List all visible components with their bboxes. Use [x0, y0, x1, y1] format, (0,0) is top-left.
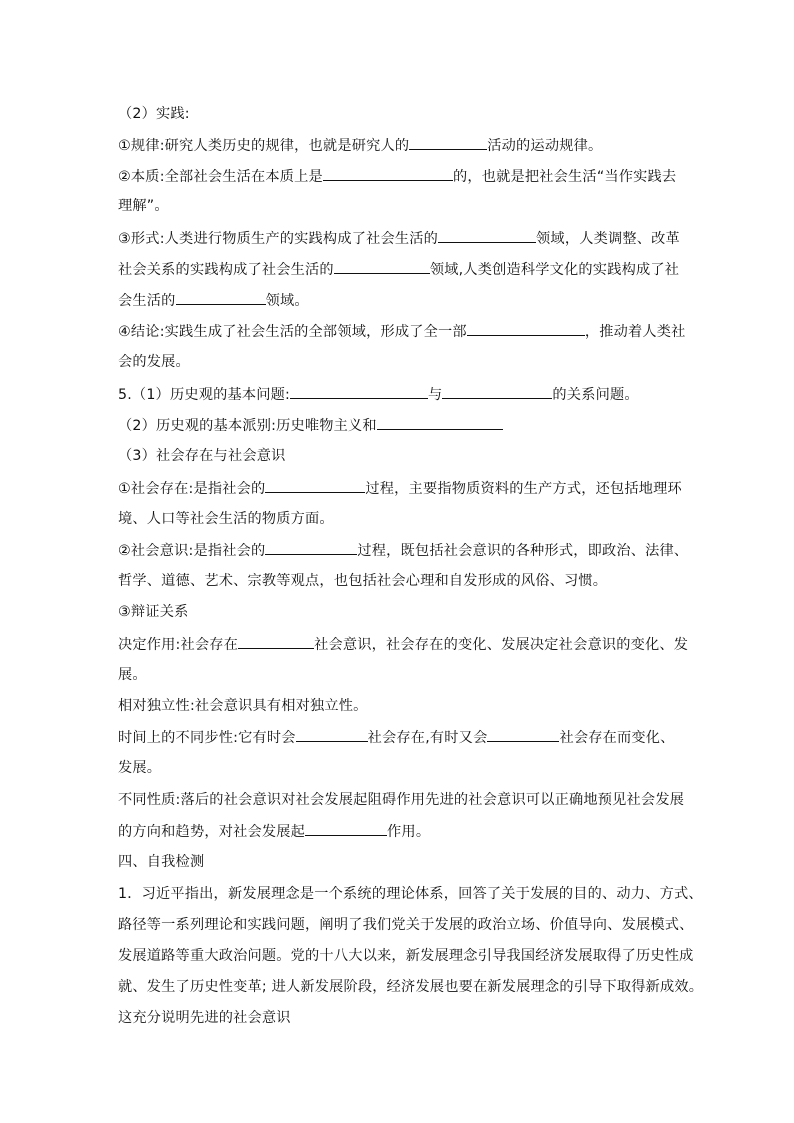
text: 就、发生了历史性变革; 进人新发展阶段，经济发展也要在新发展理念的引导下取得新成效。: [118, 979, 704, 995]
text: 过程，既包括社会意识的各种形式，即政治、法律、: [357, 543, 689, 559]
text: ④结论:实践生成了社会生活的全部领域，形成了全一部: [118, 324, 467, 340]
text: （2）历史观的基本派别:历史唯物主义和: [118, 418, 377, 434]
text: 社会关系的实践构成了社会生活的: [118, 262, 334, 278]
practice-conclusion-line-cont: [118, 352, 190, 372]
question-1-line-2: [118, 915, 694, 935]
text: ①规律:研究人类历史的规律，也就是研究人的: [118, 138, 410, 154]
dialectical-relation-heading: [118, 602, 188, 622]
text: 的关系问题。: [552, 387, 639, 403]
social-consciousness-line: [118, 540, 688, 561]
text: 四、自我检测: [118, 854, 205, 870]
text: 领域。: [265, 293, 309, 309]
practice-law-line: [118, 135, 602, 156]
question-1-line-3: [118, 946, 694, 966]
text: 1．习近平指出，新发展理念是一个系统的理论体系，回答了关于发展的目的、动力、方式、: [118, 886, 703, 902]
text: 时间上的不同步性:它有时会: [118, 730, 296, 746]
item5-basic-question: [118, 384, 639, 405]
question-1-line-1: [118, 884, 703, 904]
text: 5.（1）历史观的基本问题:: [118, 387, 291, 403]
decisive-role-line: [118, 634, 688, 655]
fill-blank[interactable]: [438, 228, 536, 243]
text: 社会存在,有时又会: [367, 730, 488, 746]
text: 这充分说明先进的社会意识: [118, 1010, 291, 1026]
fill-blank[interactable]: [487, 727, 559, 742]
text: ①社会存在:是指社会的: [118, 481, 266, 497]
text: 会的发展。: [118, 354, 190, 370]
text: 路径等一系列理论和实践问题，阐明了我们党关于发展的政治立场、价值导向、发展模式、: [118, 917, 694, 933]
question-1-line-5: [118, 1008, 291, 1028]
decisive-role-line-cont: [118, 665, 147, 685]
fill-blank[interactable]: [176, 290, 266, 305]
fill-blank[interactable]: [290, 384, 428, 399]
text: 会生活的: [118, 293, 176, 309]
text: 哲学、道德、艺术、宗教等观点，也包括社会心理和自发形成的风俗、习惯。: [118, 573, 608, 589]
item5-existence-consciousness-heading: [118, 446, 286, 466]
text: 不同性质:落后的社会意识对社会发展起阻碍作用先进的社会意识可以正确地预见社会发展: [118, 792, 685, 808]
fill-blank[interactable]: [377, 415, 503, 430]
fill-blank[interactable]: [323, 166, 453, 181]
fill-blank[interactable]: [467, 321, 585, 336]
text: 与: [428, 387, 443, 403]
text: 的，也就是把社会生活“当作实践去: [452, 169, 677, 185]
fill-blank[interactable]: [265, 478, 365, 493]
practice-essence-line-cont: [118, 196, 169, 216]
practice-essence-line: [118, 166, 676, 187]
time-asynchrony-line-cont: [118, 758, 161, 778]
fill-blank[interactable]: [305, 821, 387, 836]
relative-independence-line: [118, 696, 368, 716]
fill-blank[interactable]: [238, 634, 314, 649]
fill-blank[interactable]: [409, 135, 487, 150]
text: 社会意识，社会存在的变化、发展决定社会意识的变化、发: [314, 637, 689, 653]
text: 领域，人类调整、改革: [536, 231, 680, 247]
text: 相对独立性:社会意识具有相对独立性。: [118, 698, 368, 714]
fill-blank[interactable]: [296, 727, 368, 742]
text: 决定作用:社会存在: [118, 637, 239, 653]
text: 理解”。: [118, 198, 169, 214]
item5-basic-schools: [118, 415, 503, 436]
practice-conclusion-line: [118, 321, 686, 342]
social-existence-line-cont: [118, 509, 334, 529]
text: ②社会意识:是指社会的: [118, 543, 266, 559]
text: ③形式:人类进行物质生产的实践构成了社会生活的: [118, 231, 439, 247]
section-practice-heading: [118, 104, 190, 124]
question-1-line-4: [118, 977, 703, 997]
social-existence-line: [118, 478, 682, 499]
text: 境、人口等社会生活的物质方面。: [118, 511, 334, 527]
fill-blank[interactable]: [442, 384, 552, 399]
fill-blank[interactable]: [265, 540, 357, 555]
text: ，推动着人类社: [584, 324, 686, 340]
text: 发展。: [118, 760, 162, 776]
practice-form-line-2: [118, 259, 679, 280]
text: 社会存在而变化、: [559, 730, 675, 746]
text: 领域,人类创造科学文化的实践构成了社: [429, 262, 680, 278]
text: ②本质:全部社会生活在本质上是: [118, 169, 323, 185]
text: 展。: [118, 667, 147, 683]
text: （3）社会存在与社会意识: [118, 448, 286, 464]
text: （2）实践:: [118, 106, 190, 122]
different-nature-line-cont: [118, 821, 430, 842]
fill-blank[interactable]: [334, 259, 430, 274]
practice-form-line-3: [118, 290, 309, 311]
different-nature-line: [118, 790, 684, 810]
text: 发展道路等重大政治问题。党的十八大以来，新发展理念引导我国经济发展取得了历史性成: [118, 948, 694, 964]
time-asynchrony-line: [118, 727, 675, 748]
text: 的方向和趋势，对社会发展起: [118, 824, 306, 840]
self-check-heading: [118, 852, 204, 872]
text: ③辩证关系: [118, 604, 189, 620]
social-consciousness-line-cont: [118, 571, 607, 591]
text: 过程，主要指物质资料的生产方式，还包括地理环: [365, 481, 682, 497]
text: 活动的运动规律。: [487, 138, 603, 154]
practice-form-line: [118, 228, 680, 249]
text: 作用。: [387, 824, 431, 840]
